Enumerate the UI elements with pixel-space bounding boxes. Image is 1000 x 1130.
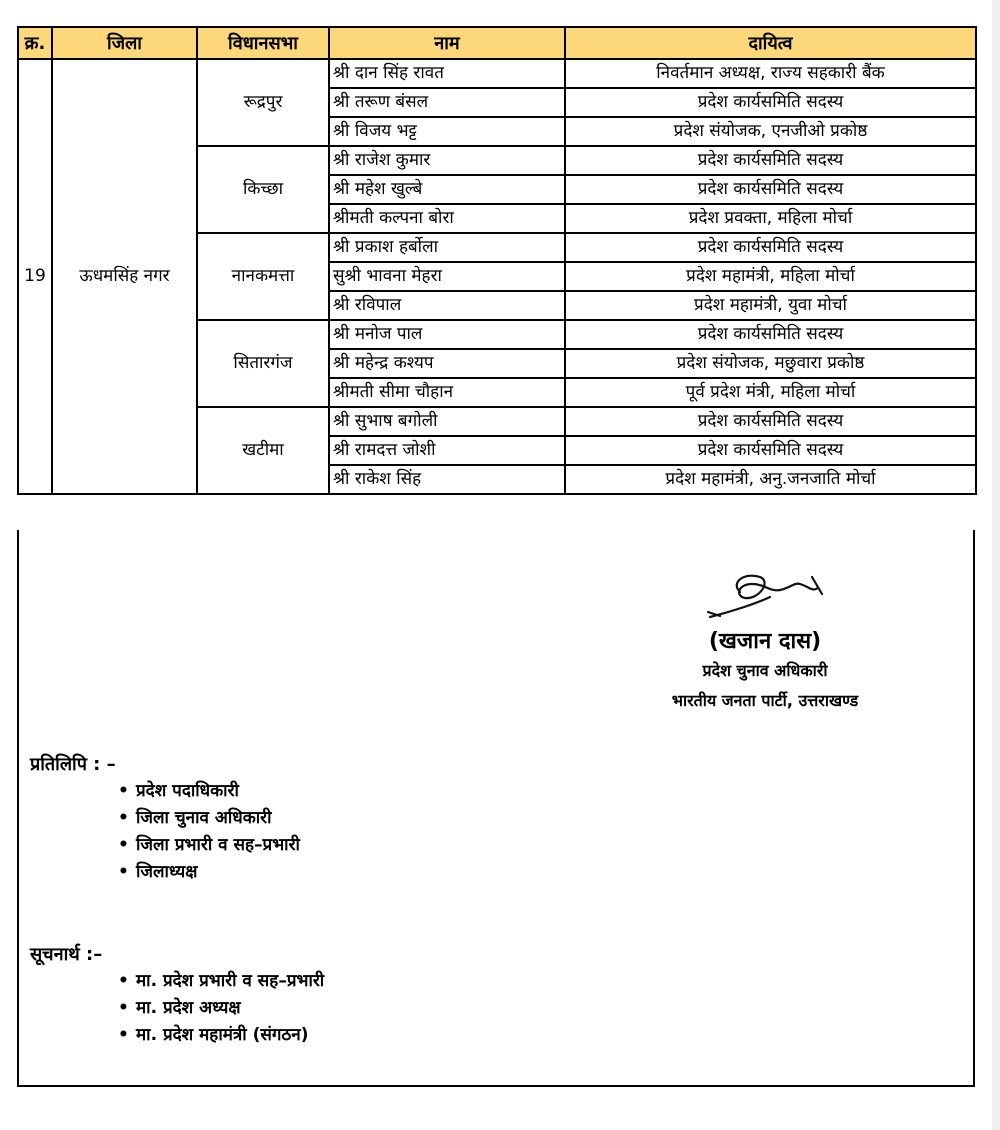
responsibility-cell: प्रदेश महामंत्री, युवा मोर्चा [565, 291, 976, 320]
copy-to-list [118, 778, 300, 886]
person-name-cell: श्री रविपाल [329, 291, 565, 320]
signatory-name: (खजान दास) [708, 629, 822, 654]
person-name-cell: श्री विजय भट्ट [329, 117, 565, 146]
assembly-cell: किच्छा [197, 146, 329, 233]
table-body [18, 59, 976, 494]
assembly-cell: खटीमा [197, 407, 329, 494]
table-row [18, 59, 976, 88]
responsibility-cell: प्रदेश कार्यसमिति सदस्य [565, 88, 976, 117]
signatory-block [640, 626, 890, 718]
responsibility-cell: प्रदेश कार्यसमिति सदस्य [565, 233, 976, 262]
responsibility-cell: प्रदेश कार्यसमिति सदस्य [565, 146, 976, 175]
assembly-cell: सितारगंज [197, 320, 329, 407]
signatory-title: प्रदेश चुनाव अधिकारी [702, 661, 828, 680]
person-name-cell: श्री प्रकाश हर्बोला [329, 233, 565, 262]
responsibility-cell: प्रदेश कार्यसमिति सदस्य [565, 175, 976, 204]
person-name-cell: श्री महेन्द्र कश्यप [329, 349, 565, 378]
header-district: जिला [52, 27, 197, 59]
for-info-list [118, 968, 324, 1049]
person-name-cell: श्रीमती कल्पना बोरा [329, 204, 565, 233]
list-item: • जिलाध्यक्ष [118, 862, 198, 882]
list-item: • मा. प्रदेश महामंत्री (संगठन) [118, 1025, 309, 1045]
table-header-row [18, 27, 976, 59]
person-name-cell: श्री सुभाष बगोली [329, 407, 565, 436]
list-item: • मा. प्रदेश प्रभारी व सह–प्रभारी [118, 971, 325, 991]
signatory-org: भारतीय जनता पार्टी, उत्तराखण्ड [671, 691, 859, 710]
responsibility-cell: प्रदेश कार्यसमिति सदस्य [565, 407, 976, 436]
person-name-cell: श्री मनोज पाल [329, 320, 565, 349]
assignment-table [17, 26, 977, 495]
list-item: • मा. प्रदेश अध्यक्ष [118, 998, 241, 1018]
person-name-cell: श्रीमती सीमा चौहान [329, 378, 565, 407]
list-item: • जिला प्रभारी व सह–प्रभारी [118, 835, 300, 855]
responsibility-cell: पूर्व प्रदेश मंत्री, महिला मोर्चा [565, 378, 976, 407]
person-name-cell: श्री दान सिंह रावत [329, 59, 565, 88]
person-name-cell: सुश्री भावना मेहरा [329, 262, 565, 291]
signature-image [700, 562, 830, 622]
header-assembly: विधानसभा [197, 27, 329, 59]
person-name-cell: श्री महेश खुल्बे [329, 175, 565, 204]
person-name-cell: श्री रामदत्त जोशी [329, 436, 565, 465]
responsibility-cell: प्रदेश संयोजक, एनजीओ प्रकोष्ठ [565, 117, 976, 146]
responsibility-cell: प्रदेश महामंत्री, अनु.जनजाति मोर्चा [565, 465, 976, 494]
header-responsibility: दायित्व [565, 27, 976, 59]
person-name-cell: श्री तरूण बंसल [329, 88, 565, 117]
for-info-title: सूचनार्थ :– [30, 944, 103, 965]
list-item: • जिला चुनाव अधिकारी [118, 808, 272, 828]
responsibility-cell: प्रदेश संयोजक, मछुवारा प्रकोष्ठ [565, 349, 976, 378]
responsibility-cell: निवर्तमान अध्यक्ष, राज्य सहकारी बैंक [565, 59, 976, 88]
person-name-cell: श्री राकेश सिंह [329, 465, 565, 494]
page-edge [992, 0, 1000, 1130]
header-name: नाम [329, 27, 565, 59]
header-serial: क्र. [18, 27, 52, 59]
responsibility-cell: प्रदेश महामंत्री, महिला मोर्चा [565, 262, 976, 291]
responsibility-cell: प्रदेश कार्यसमिति सदस्य [565, 436, 976, 465]
list-item: • प्रदेश पदाधिकारी [118, 781, 239, 801]
district-cell: ऊधमसिंह नगर [52, 59, 197, 494]
copy-to-title: प्रतिलिपि : – [30, 754, 116, 775]
serial-cell: 19 [18, 59, 52, 494]
responsibility-cell: प्रदेश प्रवक्ता, महिला मोर्चा [565, 204, 976, 233]
responsibility-cell: प्रदेश कार्यसमिति सदस्य [565, 320, 976, 349]
assembly-cell: रूद्रपुर [197, 59, 329, 146]
person-name-cell: श्री राजेश कुमार [329, 146, 565, 175]
assembly-cell: नानकमत्ता [197, 233, 329, 320]
